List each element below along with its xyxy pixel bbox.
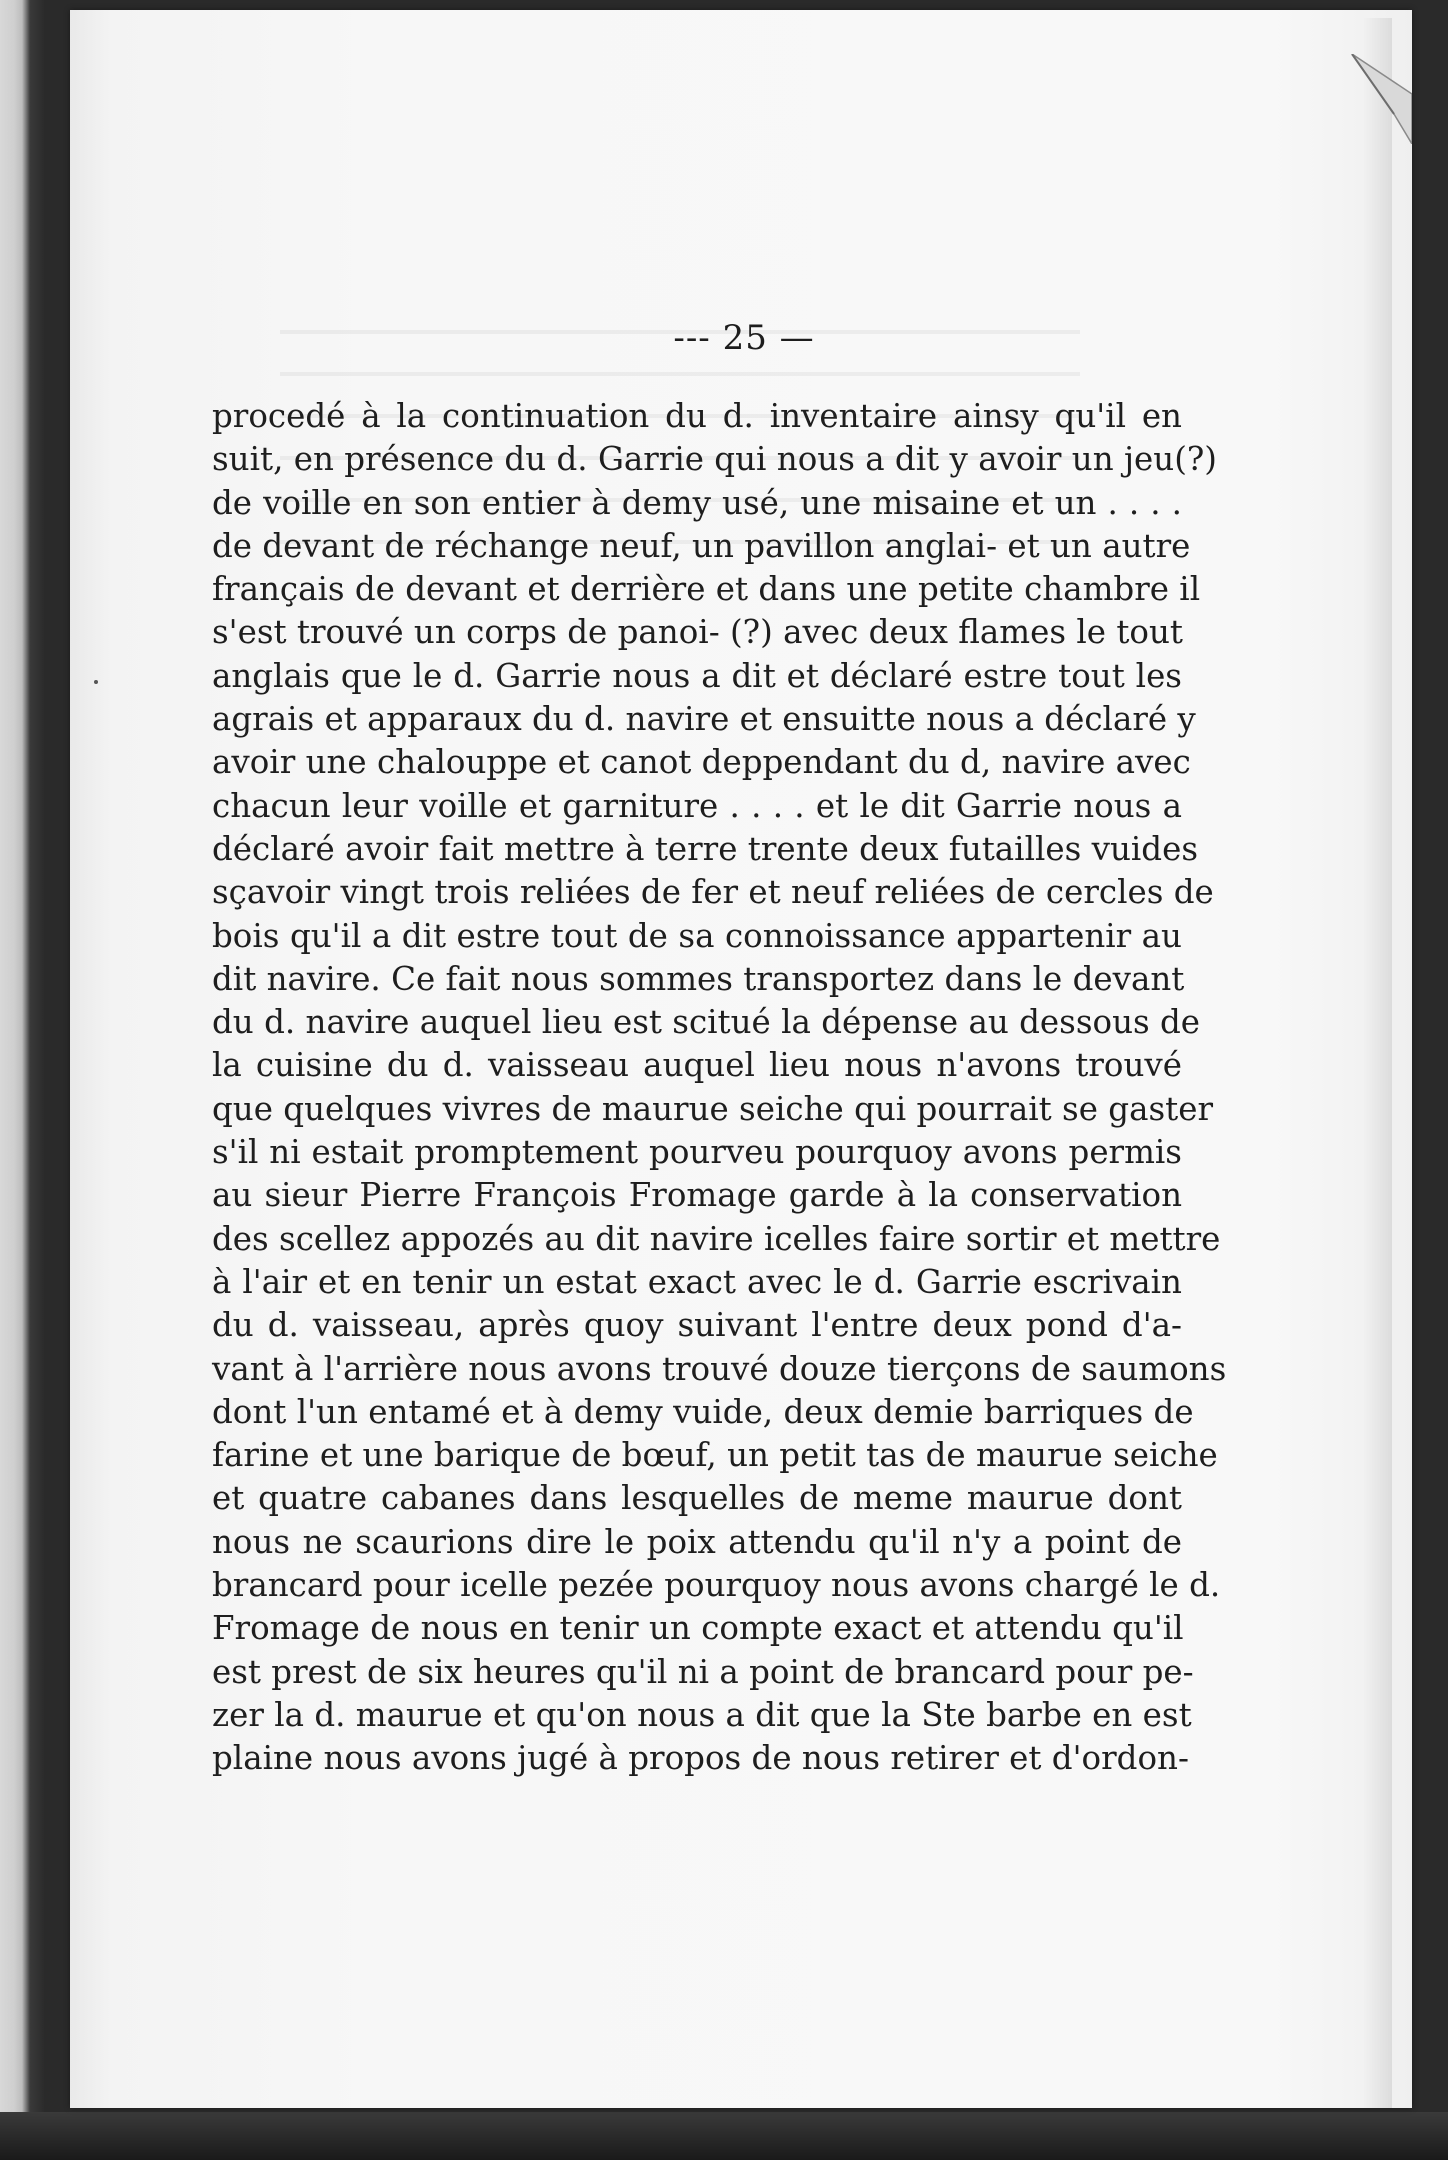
page-number: --- 25 — [673,318,815,358]
text-line: procedé à la continuation du d. inventaire ainsy qu'il en [212,397,1182,435]
text-line: dont l'un entamé et à demy vuide, deux demie barriques de [212,1392,1194,1431]
text-line: sçavoir vingt trois reliées de fer et neuf reliées de cercles de [212,873,1214,912]
text-line: au sieur Pierre François Fromage garde à la conservation [212,1176,1182,1215]
text-line: vant à l'arrière nous avons trouvé douze tierçons de saumons [212,1349,1227,1388]
ink-speck [94,680,98,684]
text-line: à l'air et en tenir un estat exact avec le d. Garrie escrivain [212,1262,1182,1301]
text-line: s'est trouvé un corps de panoi- (?) avec deux flames le tout [212,613,1183,652]
text-line: français de devant et derrière et dans une petite chambre il [212,570,1201,609]
text-line: déclaré avoir fait mettre à terre trente deux futailles vuides [212,829,1199,868]
page-body-text [212,395,1227,1781]
text-line: nous ne scaurions dire le poix attendu qu'il n'y a point de [212,1522,1182,1561]
text-line: dit navire. Ce fait nous sommes transportez dans le devant [212,959,1185,998]
text-line: du d. navire auquel lieu est scitué la dépense au dessous de [212,1003,1201,1042]
text-line: agrais et apparaux du d. navire et ensuitte nous a déclaré y [212,700,1196,739]
text-line: des scellez appozés au dit navire icelles faire sortir et mettre [212,1219,1221,1258]
text-line: de devant de réchange neuf, un pavillon anglai- et un autre [212,526,1191,565]
text-line: s'il ni estait promptement pourveu pourquoy avons permis [212,1133,1182,1172]
text-line: chacun leur voille et garniture . . . . et le dit Garrie nous a [212,786,1182,825]
text-line: du d. vaisseau, après quoy suivant l'entre deux pond d'a- [212,1306,1182,1345]
text-line: anglais que le d. Garrie nous a dit et déclaré estre tout les [212,656,1182,695]
text-line: et quatre cabanes dans lesquelles de meme maurue dont [212,1479,1182,1518]
text-line: bois qu'il a dit estre tout de sa connoissance appartenir au [212,916,1182,955]
scan-bottom-edge [0,2112,1448,2160]
corner-fold-icon [1342,54,1412,144]
text-line: la cuisine du d. vaisseau auquel lieu nous n'avons trouvé [212,1046,1182,1085]
text-line: de voille en son entier à demy usé, une misaine et un . . . . [212,483,1182,522]
text-line: que quelques vivres de maurue seiche qui pourrait se gaster [212,1089,1213,1128]
text-line: avoir une chalouppe et canot deppendant du d, navire avec [212,743,1191,782]
text-line: plaine nous avons jugé à propos de nous retirer et d'ordon- [212,1739,1189,1778]
text-line: est prest de six heures qu'il ni a point de brancard pour pe- [212,1652,1194,1691]
text-line: brancard pour icelle pezée pourquoy nous avons chargé le d. [212,1566,1221,1605]
text-line: farine et une barique de bœuf, un petit tas de maurue seiche [212,1436,1218,1475]
text-line: suit, en présence du d. Garrie qui nous a dit y avoir un jeu(?) [212,440,1217,479]
text-line: Fromage de nous en tenir un compte exact et attendu qu'il [212,1609,1184,1648]
text-line: zer la d. maurue et qu'on nous a dit que la Ste barbe en est [212,1695,1192,1734]
